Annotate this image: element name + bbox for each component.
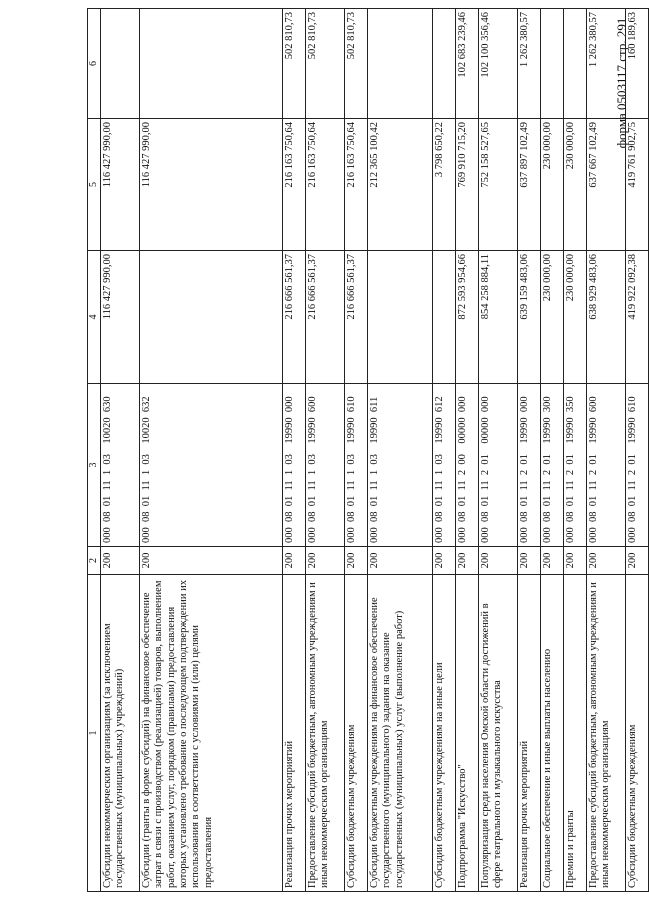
budget-classification-code: 000 08 01 11 2 01 19990 600 [586, 384, 625, 547]
table-row [282, 9, 305, 892]
row-name: Субсидии бюджетным учреждениям [625, 575, 648, 892]
unexecuted-amount: 102 100 356,46 [478, 9, 517, 119]
budget-classification-code: 000 08 01 11 2 01 19990 350 [563, 384, 586, 547]
approved-amount [139, 251, 282, 384]
approved-amount: 638 929 483,06 [586, 251, 625, 384]
table-row [540, 9, 563, 892]
approved-amount: 230 000,00 [563, 251, 586, 384]
table-row [455, 9, 478, 892]
line-code: 200 [478, 547, 517, 575]
table-row [586, 9, 625, 892]
form-label: форма 0503117 стр. 291 [614, 17, 629, 149]
unexecuted-amount: 502 810,73 [282, 9, 305, 119]
row-name: Подпрограмма "Искусство" [455, 575, 478, 892]
row-name: Субсидии бюджетным учреждениям на финансовое обеспечение государственного (муниципального) задания на оказание государственных (муниципальных) услуг (выполнение работ) [367, 575, 432, 892]
column-number: 4 [88, 251, 101, 384]
executed-amount: 116 427 990,00 [100, 119, 139, 251]
unexecuted-amount [100, 9, 139, 119]
unexecuted-amount: 1 262 380,57 [517, 9, 540, 119]
executed-amount: 230 000,00 [540, 119, 563, 251]
executed-amount: 116 427 990,00 [139, 119, 282, 251]
row-name: Предоставление субсидий бюджетным, автономным учреждениям и иным некоммерческим организациям [305, 575, 344, 892]
budget-classification-code: 000 08 01 11 2 01 19990 000 [517, 384, 540, 547]
row-name: Субсидии бюджетным учреждениям [344, 575, 367, 892]
budget-classification-code: 000 08 01 11 1 03 10020 632 [139, 384, 282, 547]
line-code: 200 [455, 547, 478, 575]
table-row [305, 9, 344, 892]
row-name: Реализация прочих мероприятий [282, 575, 305, 892]
executed-amount: 216 163 750,64 [282, 119, 305, 251]
line-code: 200 [563, 547, 586, 575]
row-name: Популяризация среди населения Омской области достижений в сфере театрального и музыкального искусства [478, 575, 517, 892]
unexecuted-amount: 502 810,73 [344, 9, 367, 119]
approved-amount: 419 922 092,38 [625, 251, 648, 384]
executed-amount: 216 163 750,64 [305, 119, 344, 251]
approved-amount [367, 251, 432, 384]
executed-amount: 769 910 715,20 [455, 119, 478, 251]
approved-amount: 854 258 884,11 [478, 251, 517, 384]
table-row [517, 9, 540, 892]
row-name: Субсидии (гранты в форме субсидий) на финансовое обеспечение затрат в связи с производством (реализацией) товаров, выполнением работ, оказанием услуг, порядком (правилами) предоставления которых установлено требование о последующем подтверждении их использования в соответствии с условиями и (или) целями предоставления [139, 575, 282, 892]
budget-classification-code: 000 08 01 11 1 03 19990 612 [432, 384, 455, 547]
table-row [478, 9, 517, 892]
budget-classification-code: 000 08 01 11 2 01 19990 300 [540, 384, 563, 547]
unexecuted-amount: 160 189,63 [625, 9, 648, 119]
line-code: 200 [367, 547, 432, 575]
unexecuted-amount: 102 683 239,46 [455, 9, 478, 119]
row-name: Предоставление субсидий бюджетным, автономным учреждениям и иным некоммерческим организациям [586, 575, 625, 892]
line-code: 200 [139, 547, 282, 575]
row-name: Премии и гранты [563, 575, 586, 892]
column-number-row [88, 9, 101, 892]
row-name: Субсидии некоммерческим организациям (за исключением государственных (муниципальных) учреждений) [100, 575, 139, 892]
executed-amount: 419 761 902,75 [625, 119, 648, 251]
approved-amount: 116 427 990,00 [100, 251, 139, 384]
unexecuted-amount [540, 9, 563, 119]
line-code: 200 [625, 547, 648, 575]
approved-amount: 230 000,00 [540, 251, 563, 384]
executed-amount: 216 163 750,64 [344, 119, 367, 251]
table-row [432, 9, 455, 892]
approved-amount: 216 666 561,37 [344, 251, 367, 384]
budget-classification-code: 000 08 01 11 1 03 19990 610 [344, 384, 367, 547]
unexecuted-amount [563, 9, 586, 119]
executed-amount: 230 000,00 [563, 119, 586, 251]
executed-amount: 752 158 527,65 [478, 119, 517, 251]
budget-classification-code: 000 08 01 11 2 00 00000 000 [455, 384, 478, 547]
unexecuted-amount [432, 9, 455, 119]
budget-classification-code: 000 08 01 11 1 03 19990 611 [367, 384, 432, 547]
table-row [563, 9, 586, 892]
budget-classification-code: 000 08 01 11 2 01 00000 000 [478, 384, 517, 547]
unexecuted-amount [367, 9, 432, 119]
approved-amount: 216 666 561,37 [305, 251, 344, 384]
budget-classification-code: 000 08 01 11 1 03 10020 630 [100, 384, 139, 547]
executed-amount: 637 667 102,49 [586, 119, 625, 251]
budget-classification-code: 000 08 01 11 1 03 19990 000 [282, 384, 305, 547]
budget-classification-code: 000 08 01 11 1 03 19990 600 [305, 384, 344, 547]
budget-classification-code: 000 08 01 11 2 01 19990 610 [625, 384, 648, 547]
approved-amount: 216 666 561,37 [282, 251, 305, 384]
approved-amount: 872 593 954,66 [455, 251, 478, 384]
row-name: Социальное обеспечение и иные выплаты населению [540, 575, 563, 892]
executed-amount: 3 798 650,22 [432, 119, 455, 251]
line-code: 200 [517, 547, 540, 575]
unexecuted-amount: 502 810,73 [305, 9, 344, 119]
approved-amount [432, 251, 455, 384]
line-code: 200 [540, 547, 563, 575]
line-code: 200 [305, 547, 344, 575]
table-row [367, 9, 432, 892]
line-code: 200 [282, 547, 305, 575]
row-name: Реализация прочих мероприятий [517, 575, 540, 892]
approved-amount: 639 159 483,06 [517, 251, 540, 384]
unexecuted-amount [139, 9, 282, 119]
row-name: Субсидии бюджетным учреждениям на иные цели [432, 575, 455, 892]
table-row [139, 9, 282, 892]
column-number: 1 [88, 575, 101, 892]
line-code: 200 [432, 547, 455, 575]
column-number: 6 [88, 9, 101, 119]
column-number: 5 [88, 119, 101, 251]
executed-amount: 637 897 102,49 [517, 119, 540, 251]
column-number: 2 [88, 547, 101, 575]
table-row [100, 9, 139, 892]
line-code: 200 [100, 547, 139, 575]
executed-amount: 212 365 100,42 [367, 119, 432, 251]
table-row [344, 9, 367, 892]
table-row [625, 9, 648, 892]
line-code: 200 [344, 547, 367, 575]
line-code: 200 [586, 547, 625, 575]
column-number: 3 [88, 384, 101, 547]
unexecuted-amount: 1 262 380,57 [586, 9, 625, 119]
budget-execution-table [87, 8, 649, 892]
